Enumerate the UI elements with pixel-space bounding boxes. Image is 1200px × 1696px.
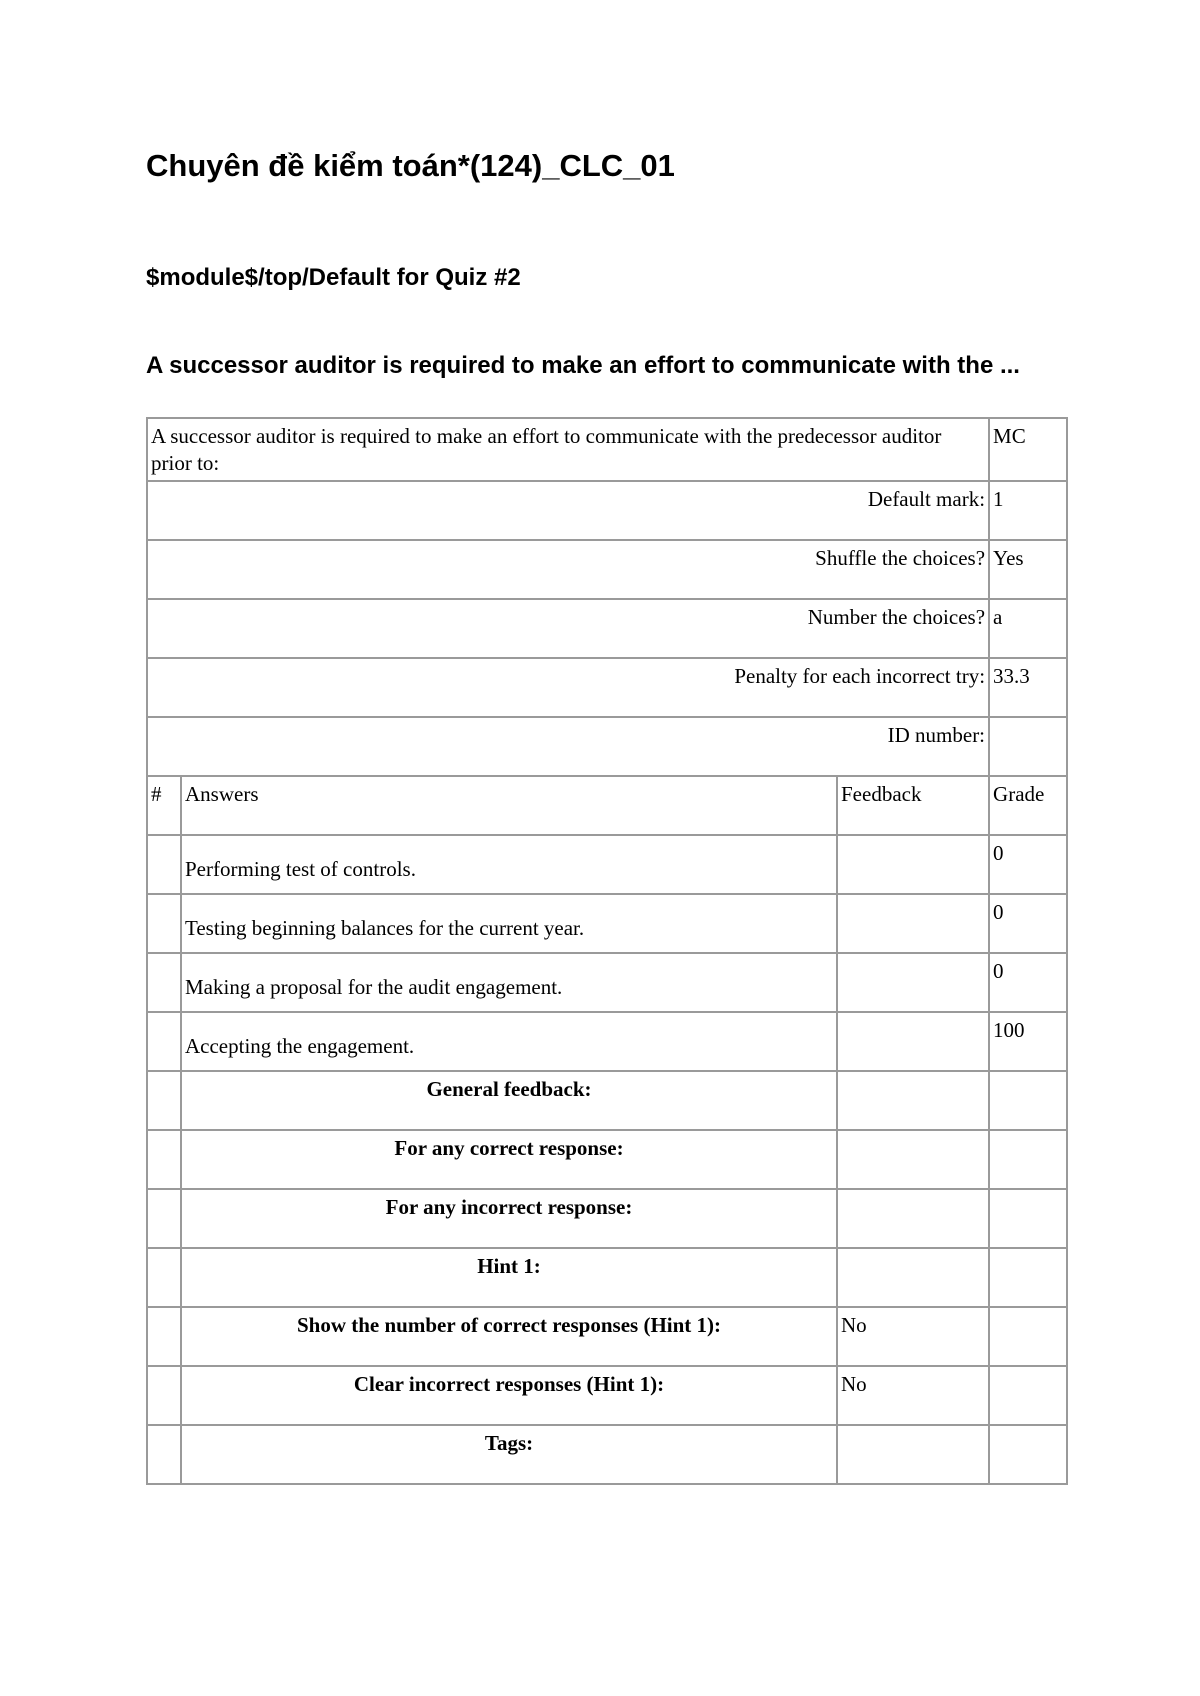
feedback-value (837, 1189, 989, 1248)
question-heading: A successor auditor is required to make an effort to communicate with the ... (146, 352, 1020, 379)
row-spacer (989, 1366, 1067, 1425)
answer-row (147, 894, 1067, 953)
setting-label: Number the choices? (147, 599, 989, 658)
feedback-row (147, 1366, 1067, 1425)
row-spacer (989, 1071, 1067, 1130)
feedback-label: For any correct response: (181, 1130, 837, 1189)
row-spacer (989, 1248, 1067, 1307)
answer-row (147, 835, 1067, 894)
answer-row (147, 953, 1067, 1012)
setting-row (147, 717, 1067, 776)
setting-row (147, 599, 1067, 658)
feedback-value (837, 1425, 989, 1484)
feedback-value (837, 1248, 989, 1307)
answer-feedback (837, 953, 989, 1012)
question-text: A successor auditor is required to make an effort to communicate with the predecessor auditor prior to: (147, 418, 989, 481)
answer-num (147, 953, 181, 1012)
document-title: Chuyên đề kiểm toán*(124)_CLC_01 (146, 148, 675, 183)
setting-value (989, 717, 1067, 776)
row-spacer (147, 1189, 181, 1248)
setting-value: 33.3 (989, 658, 1067, 717)
row-spacer (147, 1366, 181, 1425)
header-num: # (147, 776, 181, 835)
answer-num (147, 835, 181, 894)
answer-grade: 0 (989, 894, 1067, 953)
feedback-row (147, 1071, 1067, 1130)
feedback-label: General feedback: (181, 1071, 837, 1130)
setting-label: Default mark: (147, 481, 989, 540)
answer-feedback (837, 894, 989, 953)
answer-feedback (837, 1012, 989, 1071)
feedback-label: Tags: (181, 1425, 837, 1484)
question-row (147, 418, 1067, 481)
feedback-label: Show the number of correct responses (Hint 1): (181, 1307, 837, 1366)
setting-row (147, 540, 1067, 599)
feedback-value (837, 1071, 989, 1130)
feedback-value: No (837, 1366, 989, 1425)
feedback-value (837, 1130, 989, 1189)
question-type: MC (989, 418, 1067, 481)
answer-grade: 100 (989, 1012, 1067, 1071)
answer-text: Testing beginning balances for the current year. (181, 894, 837, 953)
answer-num (147, 1012, 181, 1071)
row-spacer (147, 1071, 181, 1130)
row-spacer (989, 1307, 1067, 1366)
row-spacer (989, 1189, 1067, 1248)
setting-row (147, 481, 1067, 540)
answer-text: Performing test of controls. (181, 835, 837, 894)
answer-grade: 0 (989, 835, 1067, 894)
question-table (146, 417, 1068, 1485)
row-spacer (147, 1248, 181, 1307)
feedback-row (147, 1425, 1067, 1484)
setting-value: Yes (989, 540, 1067, 599)
row-spacer (147, 1130, 181, 1189)
answer-feedback (837, 835, 989, 894)
answer-num (147, 894, 181, 953)
setting-row (147, 658, 1067, 717)
setting-value: 1 (989, 481, 1067, 540)
row-spacer (989, 1130, 1067, 1189)
setting-label: ID number: (147, 717, 989, 776)
row-spacer (147, 1425, 181, 1484)
answer-row (147, 1012, 1067, 1071)
feedback-row (147, 1307, 1067, 1366)
setting-label: Shuffle the choices? (147, 540, 989, 599)
answers-header-row (147, 776, 1067, 835)
feedback-value: No (837, 1307, 989, 1366)
feedback-row (147, 1189, 1067, 1248)
category-path: $module$/top/Default for Quiz #2 (146, 264, 521, 291)
header-grade: Grade (989, 776, 1067, 835)
feedback-row (147, 1130, 1067, 1189)
row-spacer (147, 1307, 181, 1366)
row-spacer (989, 1425, 1067, 1484)
answer-text: Making a proposal for the audit engagement. (181, 953, 837, 1012)
feedback-row (147, 1248, 1067, 1307)
header-answers: Answers (181, 776, 837, 835)
answer-text: Accepting the engagement. (181, 1012, 837, 1071)
feedback-label: For any incorrect response: (181, 1189, 837, 1248)
feedback-label: Hint 1: (181, 1248, 837, 1307)
header-feedback: Feedback (837, 776, 989, 835)
setting-label: Penalty for each incorrect try: (147, 658, 989, 717)
answer-grade: 0 (989, 953, 1067, 1012)
feedback-label: Clear incorrect responses (Hint 1): (181, 1366, 837, 1425)
setting-value: a (989, 599, 1067, 658)
